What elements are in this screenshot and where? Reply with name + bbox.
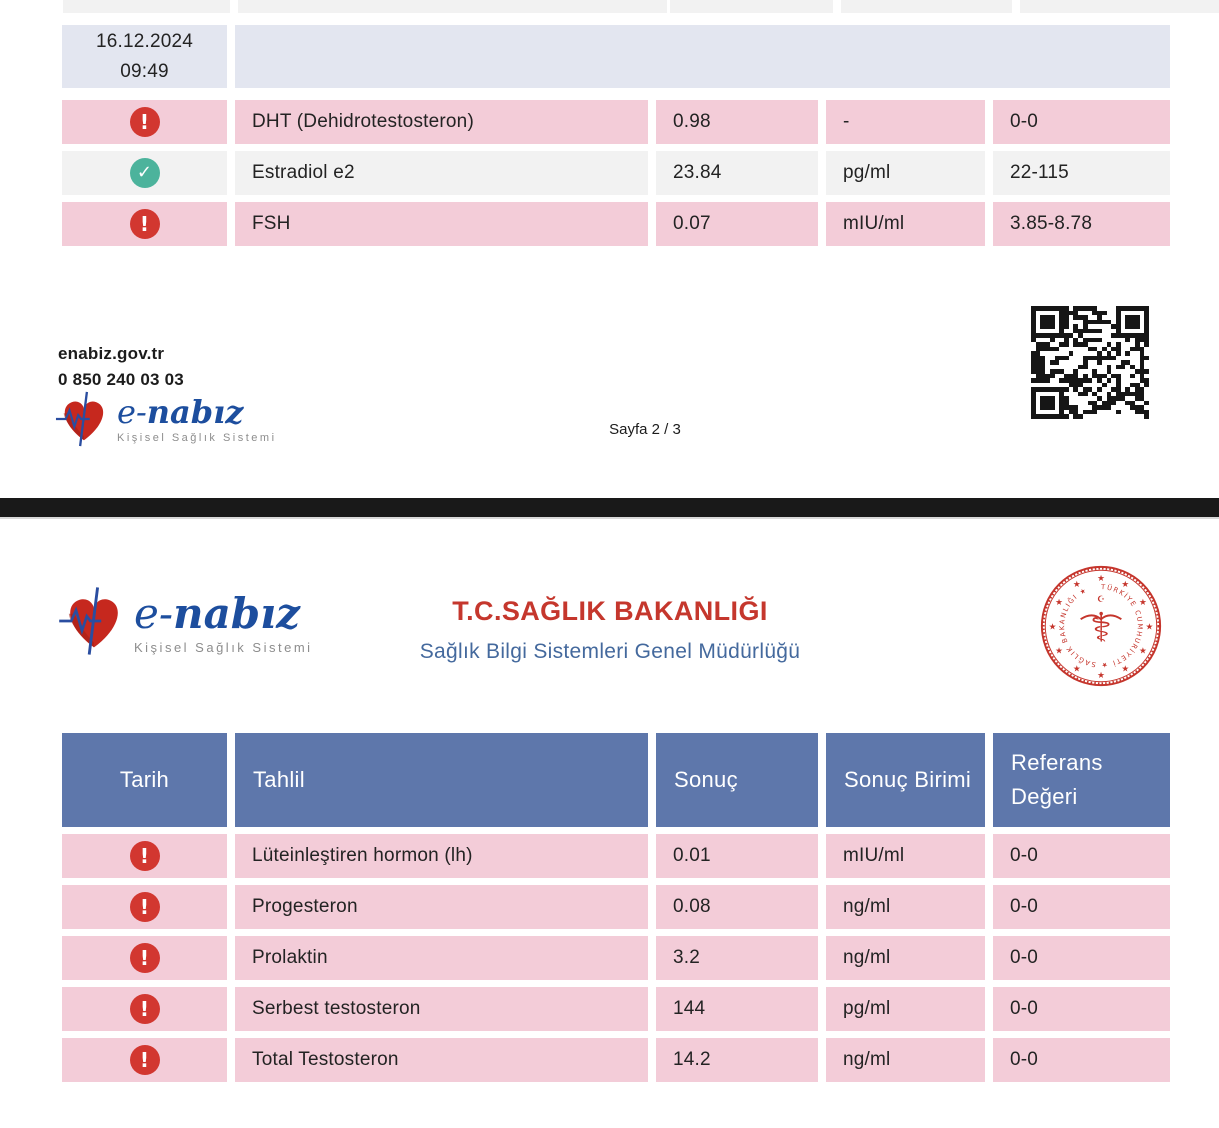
page-break-bar (0, 498, 1219, 519)
enabiz-logo (55, 390, 277, 448)
qr-code (1031, 306, 1149, 419)
status-cell (62, 834, 227, 878)
svg-text:★: ★ (1072, 664, 1081, 675)
unit-cell: ng/ml (826, 936, 985, 980)
svg-text:★: ★ (1055, 598, 1063, 609)
alert-icon: ! (130, 943, 160, 973)
svg-text:★: ★ (1055, 646, 1063, 657)
ministry-header (310, 596, 910, 664)
ministry-seal-icon (1038, 563, 1164, 689)
test-name-cell: FSH (235, 202, 648, 246)
page-indicator: Sayfa 2 / 3 (609, 421, 681, 438)
svg-text:★: ★ (1121, 580, 1130, 591)
date-spacer-cell (235, 25, 1170, 88)
footer-phone: 0 850 240 03 03 (58, 370, 184, 389)
status-cell (62, 1038, 227, 1082)
logo-word: nabız (173, 589, 300, 638)
alert-icon: ! (130, 107, 160, 137)
result-cell: 0.01 (656, 834, 818, 878)
table-row (0, 100, 1219, 144)
svg-text:★: ★ (1097, 573, 1105, 584)
test-name-cell: Serbest testosteron (235, 987, 648, 1031)
test-name-cell: Total Testosteron (235, 1038, 648, 1082)
table-header-row (0, 733, 1219, 827)
svg-text:★: ★ (1048, 622, 1057, 633)
date-text: 16.12.2024 (95, 31, 194, 53)
column-header-date: Tarih (62, 733, 227, 827)
unit-cell: pg/ml (826, 987, 985, 1031)
result-cell: 0.98 (656, 100, 818, 144)
logo-text: e-nabız (117, 393, 244, 431)
reference-cell: 22-115 (993, 151, 1170, 195)
test-name-cell: DHT (Dehidrotestosteron) (235, 100, 648, 144)
reference-cell: 0-0 (993, 834, 1170, 878)
column-header-reference: Referans Değeri (993, 733, 1170, 827)
partial-cell (63, 0, 230, 13)
time-text: 09:49 (120, 60, 169, 82)
unit-cell: mIU/ml (826, 202, 985, 246)
reference-cell: 0-0 (993, 100, 1170, 144)
svg-text:★: ★ (1139, 598, 1147, 609)
status-cell (62, 202, 227, 246)
unit-cell: - (826, 100, 985, 144)
status-cell (62, 885, 227, 929)
date-cell (62, 25, 227, 88)
svg-text:★: ★ (1121, 664, 1130, 675)
test-name-cell: Estradiol e2 (235, 151, 648, 195)
svg-text:★: ★ (1139, 646, 1147, 657)
test-name-cell: Prolaktin (235, 936, 648, 980)
result-cell: 144 (656, 987, 818, 1031)
result-cell: 0.08 (656, 885, 818, 929)
ministry-subtitle: Sağlık Bilgi Sistemleri Genel Müdürlüğü (419, 640, 801, 663)
status-cell (62, 987, 227, 1031)
result-cell: 0.07 (656, 202, 818, 246)
test-name-cell: Progesteron (235, 885, 648, 929)
result-cell: 23.84 (656, 151, 818, 195)
column-header-result-unit: Sonuç Birimi (826, 733, 985, 827)
table-row (0, 202, 1219, 246)
unit-cell: pg/ml (826, 151, 985, 195)
reference-cell: 0-0 (993, 885, 1170, 929)
reference-cell: 0-0 (993, 936, 1170, 980)
unit-cell: mIU/ml (826, 834, 985, 878)
table-row (0, 151, 1219, 195)
caduceus-icon: ⚕ (1089, 603, 1113, 652)
svg-text:★: ★ (1145, 622, 1154, 633)
partial-cell (841, 0, 1012, 13)
status-cell (62, 151, 227, 195)
partial-cell (1020, 0, 1219, 13)
alert-icon: ! (130, 892, 160, 922)
alert-icon: ! (130, 1045, 160, 1075)
heart-pulse-icon (55, 390, 113, 448)
partial-cell (670, 0, 833, 13)
crescent-star-icon: ☪ (1097, 594, 1105, 605)
logo-subtitle: Kişisel Sağlık Sistemi (134, 640, 313, 655)
table-row (0, 1038, 1219, 1082)
seal-text: TÜRKİYE CUMHURİYETİ ★ SAĞLIK BAKANLIĞI ★ (1058, 583, 1144, 669)
column-header-result: Sonuç (656, 733, 818, 827)
logo-text: e-nabız (134, 589, 300, 638)
svg-text:★: ★ (1072, 580, 1081, 591)
unit-cell: ng/ml (826, 1038, 985, 1082)
heart-pulse-icon (58, 585, 130, 657)
unit-cell: ng/ml (826, 885, 985, 929)
table-row (0, 987, 1219, 1031)
reference-cell: 0-0 (993, 1038, 1170, 1082)
table-row (0, 834, 1219, 878)
ministry-title: T.C.SAĞLIK BAKANLIĞI (452, 596, 768, 626)
status-cell (62, 936, 227, 980)
enabiz-logo (58, 585, 313, 657)
test-name-cell: Lüteinleştiren hormon (lh) (235, 834, 648, 878)
footer-website: enabiz.gov.tr (58, 344, 165, 363)
status-cell (62, 100, 227, 144)
alert-icon: ! (130, 994, 160, 1024)
reference-cell: 0-0 (993, 987, 1170, 1031)
result-cell: 14.2 (656, 1038, 818, 1082)
partial-cell (238, 0, 667, 13)
table-row (0, 885, 1219, 929)
table-row (0, 936, 1219, 980)
svg-text:★: ★ (1097, 670, 1105, 681)
result-cell: 3.2 (656, 936, 818, 980)
check-icon: ✓ (130, 158, 160, 188)
column-header-test: Tahlil (235, 733, 648, 827)
logo-word: nabız (146, 393, 244, 431)
logo-subtitle: Kişisel Sağlık Sistemi (117, 432, 277, 444)
alert-icon: ! (130, 209, 160, 239)
reference-cell: 3.85-8.78 (993, 202, 1170, 246)
alert-icon: ! (130, 841, 160, 871)
date-group-row (0, 25, 1219, 88)
